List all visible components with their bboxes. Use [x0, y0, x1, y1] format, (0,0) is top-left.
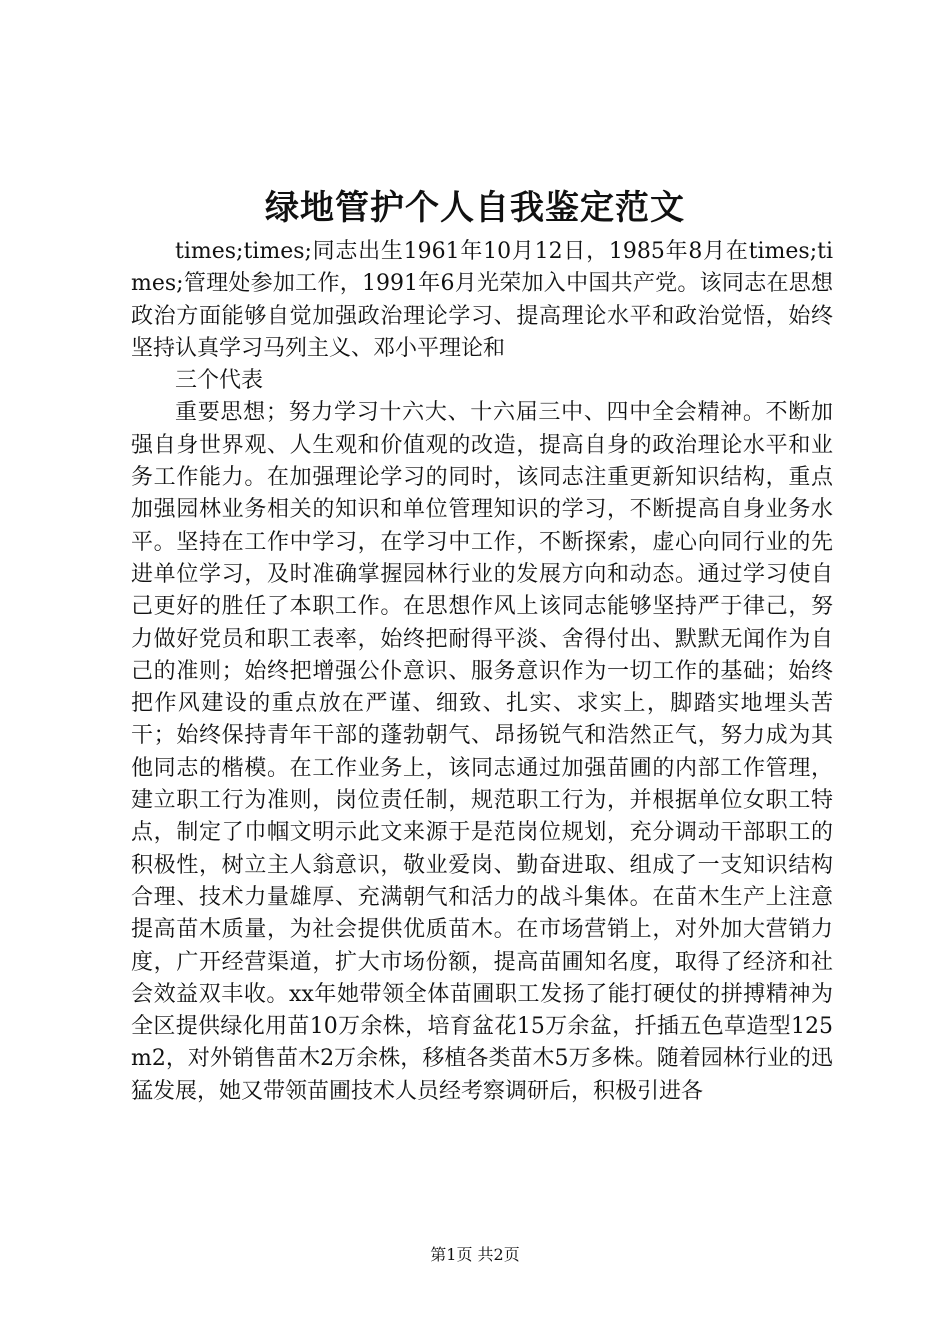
document-body: [131, 236, 833, 1108]
paragraph-three-represents: 三个代表: [175, 368, 264, 394]
paragraph-main: 重要思想；努力学习十六大、十六届三中、四中全会精神。不断加强自身世界观、人生观和价值观的改造，提高自身的政治理论水平和业务工作能力。在加强理论学习的同时，该同志注重更新知识结构，重点加强园林业务相关的知识和单位管理知识的学习，不断提高自身业务水平。坚持在工作中学习，在学习中工作，不断探索，虚心向同行业的先进单位学习，及时准确掌握园林行业的发展方向和动态。通过学习使自己更好的胜任了本职工作。在思想作风上该同志能够坚持严于律己，努力做好党员和职工表率，始终把耐得平淡、舍得付出、默默无闻作为自己的准则；始终把增强公仆意识、服务意识作为一切工作的基础；始终把作风建设的重点放在严谨、细致、扎实、求实上，脚踏实地埋头苦干；始终保持青年干部的蓬勃朝气、昂扬锐气和浩然正气，努力成为其他同志的楷模。在工作业务上，该同志通过加强苗圃的内部工作管理，建立职工行为准则，岗位责任制，规范职工行为，并根据单位女职工特点，制定了巾帼文明示此文来源于是范岗位规划，充分调动干部职工的积极性，树立主人翁意识，敬业爱岗、勤奋进取、组成了一支知识结构合理、技术力量雄厚、充满朝气和活力的战斗集体。在苗木生产上注意提高苗木质量，为社会提供优质苗木。在市场营销上，对外加大营销力度，广开经营渠道，扩大市场份额，提高苗圃知名度，取得了经济和社会效益双丰收。xx年她带领全体苗圃职工发扬了能打硬仗的拼搏精神为全区提供绿化用苗10万余株，培育盆花15万余盆，扦插五色草造型125m2，对外销售苗木2万余株，移植各类苗木5万多株。随着园林行业的迅猛发展，她又带领苗圃技术人员经考察调研后，积极引进各: [131, 400, 833, 1104]
document-title: 绿地管护个人自我鉴定范文: [265, 188, 685, 228]
page-number-footer: 第1页 共2页: [430, 1245, 520, 1264]
paragraph-intro: times;times;同志出生1961年10月12日，1985年8月在times;times;管理处参加工作，1991年6月光荣加入中国共产党。该同志在思想政治方面能够自觉加强政治理论学习、提高理论水平和政治觉悟，始终坚持认真学习马列主义、邓小平理论和: [131, 239, 833, 361]
